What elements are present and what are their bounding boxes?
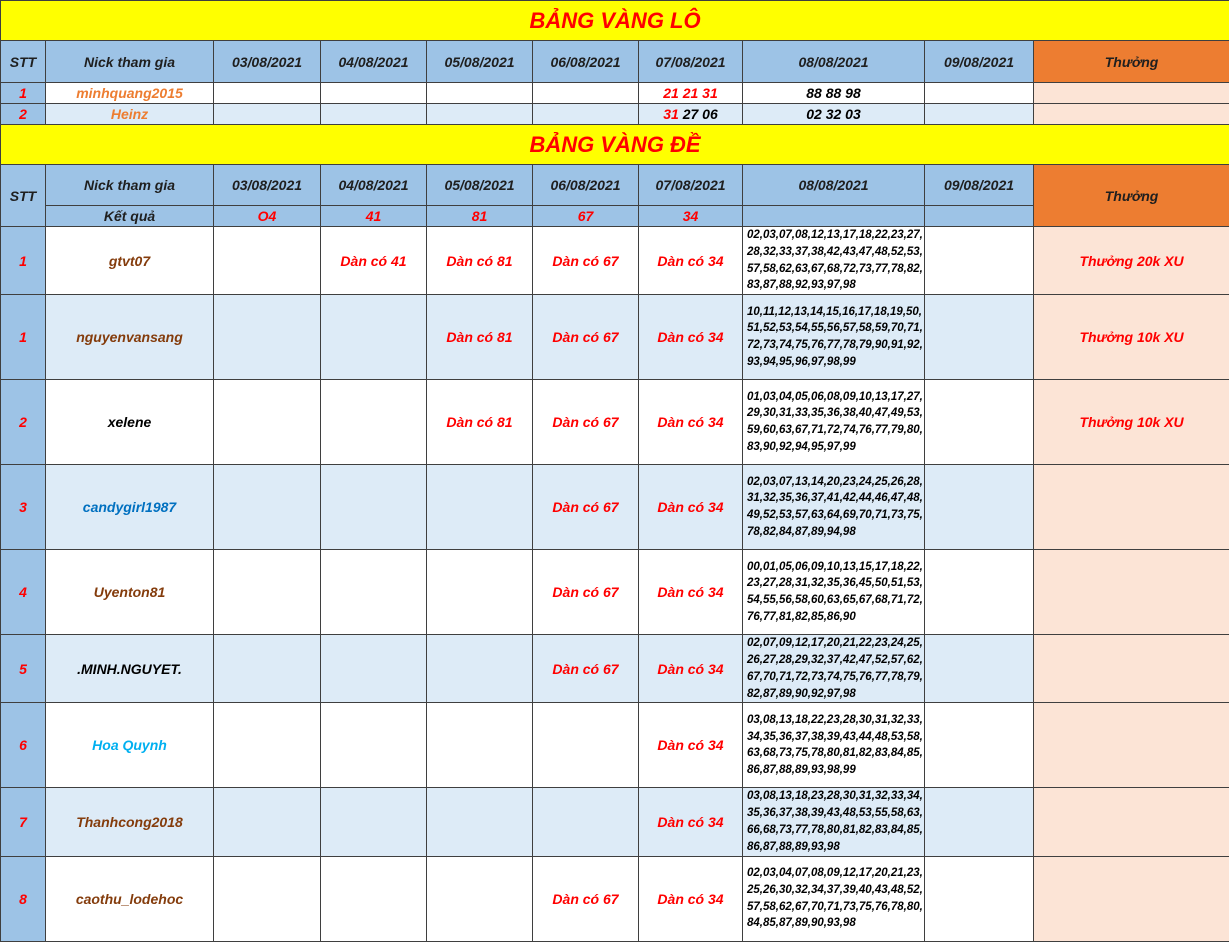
de-row (1, 550, 1229, 635)
de-reward (1034, 856, 1229, 941)
lo-cell (925, 104, 1034, 125)
de-cell (321, 635, 427, 703)
de-cell-0708: Dàn có 34 (639, 465, 743, 550)
de-numbers: 01,03,04,05,06,08,09,10,13,17,27,29,30,31,33,35,36,38,40,47,49,53,59,60,63,67,71,72,74,76,77,79,80,83,90,92,94,95,97,99 (743, 380, 925, 465)
de-result-empty (743, 206, 925, 227)
de-reward: Thưởng 20k XU (1034, 227, 1229, 295)
de-header-date: 03/08/2021 (214, 165, 321, 206)
de-cell-0708: Dàn có 34 (639, 550, 743, 635)
de-row-nick: caothu_lodehoc (46, 856, 214, 941)
de-cell (214, 856, 321, 941)
lo-header-date: 08/08/2021 (743, 41, 925, 83)
de-row-stt: 4 (1, 550, 46, 635)
lo-header-date: 07/08/2021 (639, 41, 743, 83)
de-reward: Thưởng 10k XU (1034, 380, 1229, 465)
de-header-date: 08/08/2021 (743, 165, 925, 206)
de-title: BẢNG VÀNG ĐỀ (1, 125, 1229, 165)
de-cell (214, 380, 321, 465)
de-cell (321, 380, 427, 465)
de-cell-0608: Dàn có 67 (533, 227, 639, 295)
lo-row-nick: minhquang2015 (46, 83, 214, 104)
lo-cell-0808: 88 88 98 (743, 83, 925, 104)
lo-cell (533, 83, 639, 104)
de-row-nick: candygirl1987 (46, 465, 214, 550)
de-row-nick: Thanhcong2018 (46, 788, 214, 856)
de-cell (925, 550, 1034, 635)
lo-header-date: 06/08/2021 (533, 41, 639, 83)
lo-header-nick: Nick tham gia (46, 41, 214, 83)
de-row (1, 788, 1229, 856)
de-numbers: 03,08,13,18,22,23,28,30,31,32,33,34,35,36,37,38,39,43,44,48,53,58,63,68,73,75,78,80,81,82,83,84,85,86,87,88,89,93,98,99 (743, 703, 925, 788)
de-cell-0608: Dàn có 67 (533, 295, 639, 380)
lo-reward-cell (1034, 83, 1229, 104)
de-row (1, 703, 1229, 788)
de-cell-0708: Dàn có 34 (639, 703, 743, 788)
de-numbers: 02,03,07,08,12,13,17,18,22,23,27,28,32,33,37,38,42,43,47,48,52,53,57,58,62,63,67,68,72,73,77,78,82,83,87,88,92,93,97,98 (743, 227, 925, 295)
de-cell-0708: Dàn có 34 (639, 635, 743, 703)
de-result: O4 (214, 206, 321, 227)
de-row-nick: Hoa Quynh (46, 703, 214, 788)
de-cell-0508: Dàn có 81 (427, 227, 533, 295)
de-cell (427, 788, 533, 856)
de-row-stt: 1 (1, 295, 46, 380)
lo-row (1, 104, 1229, 125)
de-reward (1034, 465, 1229, 550)
lo-header-row (1, 41, 1229, 83)
de-cell (427, 856, 533, 941)
de-cell (427, 550, 533, 635)
de-row (1, 465, 1229, 550)
lo-cell-0708 (639, 104, 743, 125)
de-row (1, 295, 1229, 380)
de-numbers: 00,01,05,06,09,10,13,15,17,18,22,23,27,28,31,32,35,36,45,50,51,53,54,55,56,58,60,63,65,67,68,71,72,76,77,81,82,85,86,90 (743, 550, 925, 635)
de-cell-0608: Dàn có 67 (533, 550, 639, 635)
de-result: 67 (533, 206, 639, 227)
de-row-stt: 7 (1, 788, 46, 856)
de-reward: Thưởng 10k XU (1034, 295, 1229, 380)
lo-reward-cell (1034, 104, 1229, 125)
lo-row-nick: Heinz (46, 104, 214, 125)
lo-cell (427, 104, 533, 125)
lo-header-date: 05/08/2021 (427, 41, 533, 83)
de-header-row (1, 165, 1229, 206)
de-row (1, 635, 1229, 703)
de-cell (321, 295, 427, 380)
de-header-date: 07/08/2021 (639, 165, 743, 206)
de-header-nick: Nick tham gia (46, 165, 214, 206)
lo-cell (427, 83, 533, 104)
de-cell (214, 550, 321, 635)
de-cell-0508: Dàn có 81 (427, 380, 533, 465)
de-cell (214, 227, 321, 295)
de-row-stt: 2 (1, 380, 46, 465)
lo-row-stt: 2 (1, 104, 46, 125)
de-cell (427, 703, 533, 788)
lo-cell (214, 83, 321, 104)
lo-cell-0708: 21 21 31 (639, 83, 743, 104)
de-row (1, 856, 1229, 941)
de-cell (321, 465, 427, 550)
de-cell-0708: Dàn có 34 (639, 227, 743, 295)
de-row-nick: Uyenton81 (46, 550, 214, 635)
de-row-stt: 1 (1, 227, 46, 295)
de-header-date: 04/08/2021 (321, 165, 427, 206)
de-cell-0408: Dàn có 41 (321, 227, 427, 295)
de-row-nick: nguyenvansang (46, 295, 214, 380)
de-row-stt: 6 (1, 703, 46, 788)
lo-header-date: 04/08/2021 (321, 41, 427, 83)
de-cell (214, 788, 321, 856)
lo-cell-0808: 02 32 03 (743, 104, 925, 125)
de-cell (925, 635, 1034, 703)
lo-title: BẢNG VÀNG LÔ (1, 1, 1229, 41)
de-cell-0608: Dàn có 67 (533, 635, 639, 703)
de-cell (321, 703, 427, 788)
de-numbers: 10,11,12,13,14,15,16,17,18,19,50,51,52,53,54,55,56,57,58,59,70,71,72,73,74,75,76,77,78,79,90,91,92,93,94,95,96,97,98,99 (743, 295, 925, 380)
de-result-label: Kết quả (46, 206, 214, 227)
de-cell (925, 788, 1034, 856)
de-cell (321, 788, 427, 856)
de-reward (1034, 635, 1229, 703)
de-numbers: 02,03,04,07,08,09,12,17,20,21,23,25,26,30,32,34,37,39,40,43,48,52,57,58,62,67,70,71,73,75,76,78,80,84,85,87,89,90,93,98 (743, 856, 925, 941)
lo-cell (925, 83, 1034, 104)
de-cell-0608: Dàn có 67 (533, 465, 639, 550)
de-cell (427, 465, 533, 550)
de-row-stt: 8 (1, 856, 46, 941)
lo-row (1, 83, 1229, 104)
de-row-nick: gtvt07 (46, 227, 214, 295)
de-cell-0708: Dàn có 34 (639, 380, 743, 465)
de-cell (321, 856, 427, 941)
de-cell (427, 635, 533, 703)
de-row (1, 227, 1229, 295)
de-cell (533, 703, 639, 788)
de-row (1, 380, 1229, 465)
de-cell (214, 703, 321, 788)
de-cell (925, 465, 1034, 550)
de-cell (925, 856, 1034, 941)
lo-cell (321, 83, 427, 104)
de-result-empty (925, 206, 1034, 227)
de-cell-0708: Dàn có 34 (639, 856, 743, 941)
de-cell (925, 380, 1034, 465)
de-numbers: 03,08,13,18,23,28,30,31,32,33,34,35,36,37,38,39,43,48,53,55,58,63,66,68,73,77,78,80,81,82,83,84,85,86,87,88,89,93,98 (743, 788, 925, 856)
de-cell (214, 635, 321, 703)
de-row-stt: 5 (1, 635, 46, 703)
de-cell (214, 465, 321, 550)
de-reward (1034, 788, 1229, 856)
de-cell (321, 550, 427, 635)
de-numbers: 02,03,07,13,14,20,23,24,25,26,28,31,32,35,36,37,41,42,44,46,47,48,49,52,53,57,63,64,69,70,71,73,75,78,82,84,87,89,94,98 (743, 465, 925, 550)
de-cell (533, 788, 639, 856)
lo-header-date: 09/08/2021 (925, 41, 1034, 83)
de-cell-0508: Dàn có 81 (427, 295, 533, 380)
de-cell-0708: Dàn có 34 (639, 788, 743, 856)
lo-header-date: 03/08/2021 (214, 41, 321, 83)
de-cell (925, 295, 1034, 380)
lo-header-stt: STT (1, 41, 46, 83)
de-cell (214, 295, 321, 380)
de-cell (925, 703, 1034, 788)
de-cell-0608: Dàn có 67 (533, 856, 639, 941)
de-result: 34 (639, 206, 743, 227)
de-cell (925, 227, 1034, 295)
de-header-date: 09/08/2021 (925, 165, 1034, 206)
lo-header-reward: Thưởng (1034, 41, 1229, 83)
lo-cell (214, 104, 321, 125)
de-row-nick: .MINH.NGUYET. (46, 635, 214, 703)
de-reward (1034, 703, 1229, 788)
de-header-date: 06/08/2021 (533, 165, 639, 206)
de-reward (1034, 550, 1229, 635)
de-header-stt: STT (1, 165, 46, 227)
de-cell-0708: Dàn có 34 (639, 295, 743, 380)
lo-cell-0708-black: 27 06 (682, 106, 718, 122)
lo-cell-0708-red: 31 (663, 106, 679, 122)
de-row-nick: xelene (46, 380, 214, 465)
de-result: 41 (321, 206, 427, 227)
lo-cell (321, 104, 427, 125)
de-header-reward: Thưởng (1034, 165, 1229, 227)
de-result: 81 (427, 206, 533, 227)
de-header-date: 05/08/2021 (427, 165, 533, 206)
lo-cell (533, 104, 639, 125)
lo-row-stt: 1 (1, 83, 46, 104)
de-cell-0608: Dàn có 67 (533, 380, 639, 465)
de-numbers: 02,07,09,12,17,20,21,22,23,24,25,26,27,28,29,32,37,42,47,52,57,62,67,70,71,72,73,74,75,76,77,78,79,82,87,89,90,92,97,98 (743, 635, 925, 703)
de-row-stt: 3 (1, 465, 46, 550)
